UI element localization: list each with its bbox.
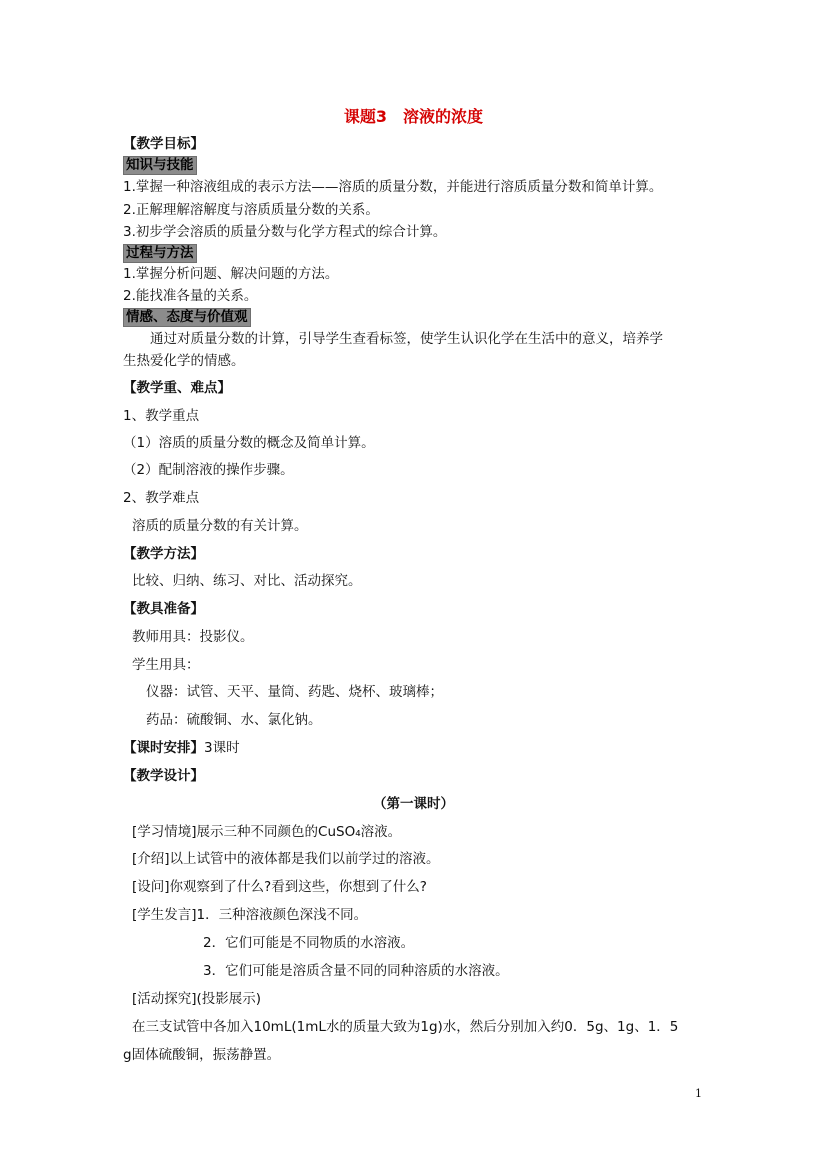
difficulty-text: 溶质的质量分数的有关计算。 [132, 518, 308, 534]
activity-text-1: 在三支试管中各加入10mL(1mL水的质量大致为1g)水，然后分别加入约0．5g、1g、1．5 [132, 1019, 679, 1035]
process-tag-row [123, 244, 197, 263]
methods-header: 【教学方法】 [123, 546, 204, 562]
activity-label: [活动探究](投影展示) [132, 991, 262, 1007]
materials-header: 【教具准备】 [123, 601, 204, 617]
introduction: [介绍]以上试管中的液体都是我们以前学过的溶液。 [132, 851, 440, 867]
focus-item-2: （2）配制溶液的操作步骤。 [123, 462, 294, 478]
focus-item-1: （1）溶质的质量分数的概念及简单计算。 [123, 435, 375, 451]
process-item-2: 2.能找准各量的关系。 [123, 288, 258, 304]
knowledge-item-2: 2.正解理解溶解度与溶质质量分数的关系。 [123, 202, 379, 218]
activity-text-2: g固体硫酸铜，振荡静置。 [123, 1047, 281, 1063]
page-title: 课题3 溶液的浓度 [343, 107, 484, 126]
objectives-header: 【教学目标】 [123, 136, 204, 152]
schedule-header: 【课时安排】 [123, 740, 204, 756]
knowledge-tag-row [123, 156, 197, 175]
session-title: （第一课时） [373, 796, 454, 812]
key-points-header: 【教学重、难点】 [123, 380, 231, 396]
emotion-text-line-2: 生热爱化学的情感。 [123, 353, 245, 369]
student-answer-2: 2．它们可能是不同物质的水溶液。 [203, 935, 415, 951]
emotion-tag: 情感、态度与价值观 [123, 308, 251, 327]
process-tag: 过程与方法 [123, 244, 197, 263]
schedule-row [123, 739, 240, 757]
knowledge-item-1: 1.掌握一种溶液组成的表示方法——溶质的质量分数，并能进行溶质质量分数和简单计算。 [123, 179, 663, 195]
student-tools: 学生用具： [132, 657, 200, 673]
emotion-text-line-1: 通过对质量分数的计算，引导学生查看标签，使学生认识化学在生活中的意义，培养学 [150, 331, 663, 347]
page-number: 1 [695, 1087, 702, 1100]
learning-situation: [学习情境]展示三种不同颜色的CuSO₄溶液。 [132, 824, 402, 840]
methods-text: 比较、归纳、练习、对比、活动探究。 [132, 573, 362, 589]
design-header: 【教学设计】 [123, 768, 204, 784]
question: [设问]你观察到了什么?看到这些，你想到了什么? [132, 879, 427, 895]
student-answer-3: 3．它们可能是溶质含量不同的同种溶质的水溶液。 [203, 963, 509, 979]
schedule-value: 3课时 [204, 740, 240, 756]
teacher-tools: 教师用具：投影仪。 [132, 629, 254, 645]
student-answer-1: [学生发言]1．三种溶液颜色深浅不同。 [132, 907, 368, 923]
instruments: 仪器：试管、天平、量筒、药匙、烧杯、玻璃棒； [146, 684, 443, 700]
emotion-tag-row [123, 308, 251, 327]
focus-label: 1、教学重点 [123, 408, 200, 424]
knowledge-item-3: 3.初步学会溶质的质量分数与化学方程式的综合计算。 [123, 224, 447, 240]
process-item-1: 1.掌握分析问题、解决问题的方法。 [123, 266, 339, 282]
knowledge-tag: 知识与技能 [123, 156, 197, 175]
reagents: 药品：硫酸铜、水、氯化钠。 [146, 712, 322, 728]
difficulty-label: 2、教学难点 [123, 490, 200, 506]
